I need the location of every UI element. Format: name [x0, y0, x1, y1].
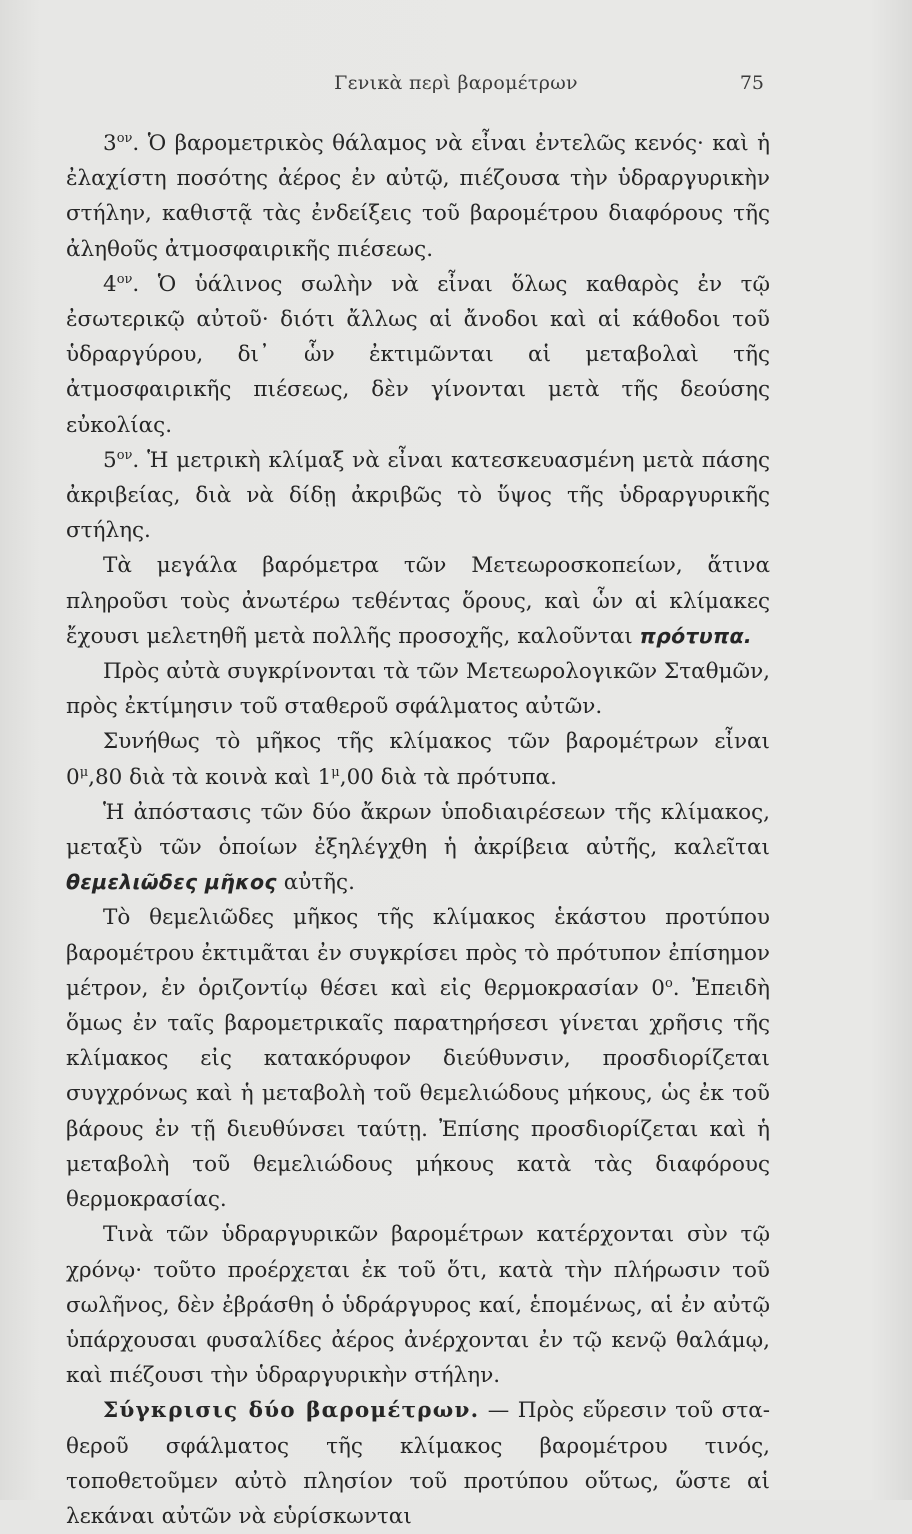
running-head	[0, 72, 912, 102]
paragraph-estimation	[66, 900, 770, 1217]
paragraph-scale-length	[66, 724, 770, 794]
emphasized-term: πρότυπα.	[639, 623, 752, 648]
paragraph-text: . Ὁ ὑάλινος σωλὴν νὰ εἶναι ὅλως καθαρὸς ἐν τῷ ἐσωτερικῷ αὐτοῦ· διότι ἄλλως αἱ ἄνοδοι καὶ αἱ κάθοδοι τοῦ ὑδραργύρου, δι᾽ ὧν ἐκτιμῶνται αἱ μεταβολαὶ τῆς ἀτμοσφαιρικῆς πιέσεως, δὲν γίνονται μετὰ τῆς δεούσης εὐκολίας.	[66, 271, 770, 438]
body-text	[66, 126, 770, 1534]
paragraph-fundamental-length	[66, 795, 770, 901]
item-number: 3	[103, 131, 117, 156]
paragraph-item-3	[66, 126, 770, 267]
paragraph-text: Ἡ ἀπόστασις τῶν δύο ἄκρων ὑποδιαιρέσεων τῆς κλίμακος, μεταξὺ τῶν ὁποίων ἐξηλέγχθη ἡ ἀκρίβεια αὐτῆς, καλεῖται	[66, 799, 770, 861]
paragraph-text: ,80 διὰ τὰ κοινὰ καὶ 1	[88, 764, 332, 790]
paragraph-comparison	[66, 654, 770, 724]
paragraph-text: ,00 διὰ τὰ πρότυπα.	[339, 764, 557, 790]
paragraph-standard-barometers	[66, 548, 770, 654]
paragraph-text: Συνήθως τὸ μῆκος τῆς κλίμακος τῶν βαρομέτρων εἶναι 0	[66, 729, 770, 790]
page-number: 75	[739, 72, 764, 94]
paragraph-item-4	[66, 267, 770, 443]
degree-superscript: o	[664, 975, 673, 991]
paragraph-text: . Ὁ βαρομετρικὸς θάλαμος νὰ εἶναι ἐντελῶς κενός· καὶ ἡ ἐλαχίστη ποσότης ἀέρος ἐν αὐτῷ, πιέζουσα τὴν ὑδραργυρικὴν στήλην, καθιστᾷ τὰς ἐνδείξεις τοῦ βαρομέτρου διαφόρους τῆς ἀληθοῦς ἀτμοσφαιρικῆς πιέσεως.	[66, 131, 770, 262]
paragraph-text: — Πρὸς εὕρεσιν τοῦ σταθεροῦ σφάλματος τῆς κλίμακος βαρομέτρου τινός, τοποθετοῦμεν αὐτὸ πλησίον τοῦ προτύπου οὕτως, ὥστε αἱ λεκάναι αὐτῶν νὰ εὑρίσκωνται	[66, 1398, 771, 1529]
unit-superscript: μ	[331, 764, 340, 780]
running-title: Γενικὰ περὶ βαρομέτρων	[334, 72, 578, 94]
paragraph-text: Τινὰ τῶν ὑδραργυρικῶν βαρομέτρων κατέρχονται σὺν τῷ χρόνῳ· τοῦτο προέρχεται ἐκ τοῦ ὅτι, κατὰ τὴν πλήρωσιν τοῦ σωλῆνος, δὲν ἐβράσθη ὁ ὑδράργυρος καί, ἑπομένως, αἱ ἐν αὐτῷ ὑπάρχουσαι φυσαλίδες ἀέρος ἀνέρχονται ἐν τῷ κενῷ θαλάμῳ, καὶ πιέζουσι τὴν ὑδραργυρικὴν στήλην.	[66, 1222, 770, 1389]
item-number: 4	[103, 271, 117, 297]
ordinal-suffix: ον	[116, 131, 133, 146]
paragraph-text: . Ἡ μετρικὴ κλίμαξ νὰ εἶναι κατεσκευασμένη μετὰ πάσης ἀκριβείας, διὰ νὰ δίδῃ ἀκριβῶς τὸ ὕψος τῆς ὑδραργυρικῆς στήλης.	[66, 447, 770, 544]
section-heading: Σύγκρισις δύο βαρομέτρων.	[103, 1398, 480, 1424]
paragraph-text: αὐτῆς.	[283, 870, 355, 896]
paragraph-text: . Ἐπειδὴ ὅμως ἐν ταῖς βαρομετρικαῖς παρατηρήσεσι γίνεται χρῆσις τῆς κλίμακος εἰς κατακόρυφον διεύθυνσιν, προσδιορίζεται συγχρόνως καὶ ἡ μεταβολὴ τοῦ θεμελιώδους μήκους, ὡς ἐκ τοῦ βάρους ἐν τῇ διευθύνσει ταύτῃ. Ἐπίσης προσδιορίζεται καὶ ἡ μεταβολὴ τοῦ θεμελιώδους μήκους κατὰ τὰς διαφόρους θερμοκρασίας.	[66, 975, 770, 1213]
paragraph-section-comparison	[66, 1393, 770, 1534]
paragraph-text: Πρὸς αὐτὰ συγκρίνονται τὰ τῶν Μετεωρολογικῶν Σταθμῶν, πρὸς ἐκτίμησιν τοῦ σταθεροῦ σφάλματος αὐτῶν.	[66, 659, 770, 720]
paragraph-text: Τὸ θεμελιῶδες μῆκος τῆς κλίμακος ἑκάστου προτύπου βαρομέτρου ἐκτιμᾶται ἐν συγκρίσει πρὸς τὸ πρότυπον ἐπίσημον μέτρον, ἐν ὁριζοντίῳ θέσει καὶ εἰς θερμοκρασίαν 0	[66, 905, 770, 1001]
paragraph-text: Τὰ μεγάλα βαρόμετρα τῶν Μετεωροσκοπείων, ἅτινα πληροῦσι τοὺς ἀνωτέρω τεθέντας ὅρους, καὶ ὧν αἱ κλίμακες ἔχουσι μελετηθῆ μετὰ πολλῆς προσοχῆς, καλοῦνται	[66, 553, 770, 649]
paragraph-mercury-drift	[66, 1217, 770, 1393]
emphasized-term: θεμελιῶδες μῆκος	[66, 870, 277, 895]
unit-superscript: μ	[79, 764, 89, 780]
ordinal-suffix: ον	[116, 271, 133, 287]
ordinal-suffix: ον	[116, 447, 133, 463]
item-number: 5	[103, 447, 117, 473]
paragraph-item-5	[66, 443, 770, 549]
